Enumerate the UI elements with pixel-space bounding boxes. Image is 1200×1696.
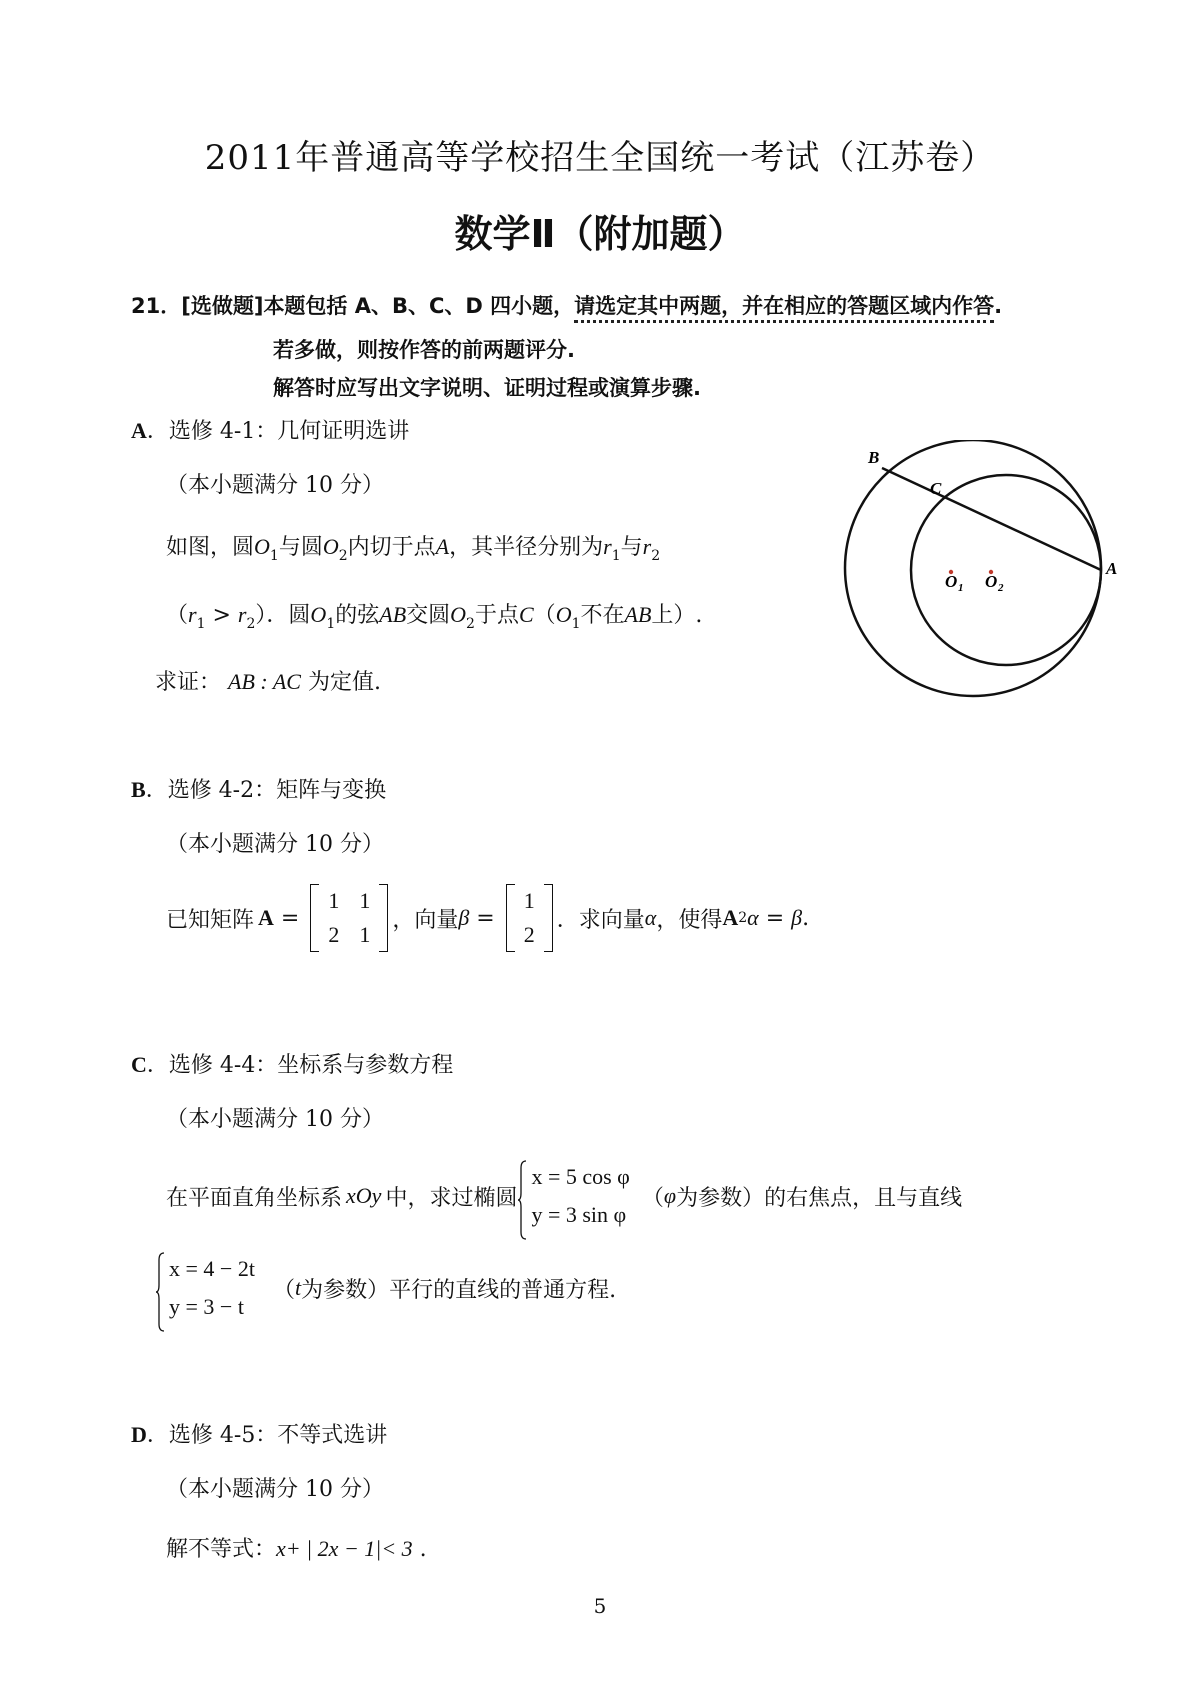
exponent: 2 bbox=[738, 910, 748, 926]
text: 为参数）的右焦点，且与直线 bbox=[676, 1185, 963, 1211]
var: O bbox=[555, 602, 572, 627]
line-system bbox=[155, 1250, 255, 1326]
problem-b-body bbox=[166, 884, 809, 952]
circle-o1 bbox=[845, 440, 1101, 696]
instructions-line-2: 若多做，则按作答的前两题评分. bbox=[273, 338, 575, 362]
ellipse-system bbox=[517, 1158, 629, 1234]
text: 交圆 bbox=[406, 603, 451, 628]
text: 不在 bbox=[580, 603, 625, 628]
problem-b-heading-text: ．选修 4-2：矩阵与变换 bbox=[145, 778, 387, 803]
problem-b-heading bbox=[131, 773, 386, 804]
text: . bbox=[412, 1537, 427, 1562]
text: 求证： bbox=[155, 670, 222, 695]
var: O bbox=[254, 534, 270, 559]
brace-icon bbox=[517, 1160, 527, 1240]
beta-symbol: β bbox=[791, 905, 803, 930]
equals: = bbox=[469, 905, 502, 931]
text: （ bbox=[166, 603, 189, 628]
var: AB bbox=[624, 602, 652, 627]
text: 为参数）平行的直线的普通方程. bbox=[301, 1277, 617, 1303]
alpha-symbol: α bbox=[747, 905, 759, 930]
equation: y = 3 − t bbox=[169, 1294, 244, 1319]
problem-d-heading-text: ．选修 4-5：不等式选讲 bbox=[146, 1423, 388, 1448]
var: r bbox=[642, 534, 652, 559]
var: 2 bbox=[651, 548, 661, 564]
var: r bbox=[188, 602, 197, 627]
label-a: A bbox=[1106, 559, 1118, 578]
var: > bbox=[205, 603, 238, 628]
page-subtitle: 数学Ⅱ（附加题） bbox=[454, 212, 746, 256]
instructions-text: 本题包括 A、B、C、D 四小题， bbox=[263, 294, 575, 318]
problem-c-score: （本小题满分 10 分） bbox=[166, 1107, 384, 1132]
problem-a-proof bbox=[155, 665, 381, 696]
var: O bbox=[322, 534, 339, 559]
instructions-line-1 bbox=[131, 290, 1002, 320]
var: 2 bbox=[466, 616, 475, 632]
var: O bbox=[310, 602, 327, 627]
text: 内切于点 bbox=[347, 535, 436, 560]
phi-symbol: φ bbox=[663, 1183, 677, 1208]
instructions-end: . bbox=[994, 294, 1003, 318]
label-o2: O bbox=[985, 572, 998, 591]
vector-cell: 2 bbox=[523, 922, 535, 947]
problem-a-score: （本小题满分 10 分） bbox=[166, 473, 384, 498]
vector-beta bbox=[506, 884, 553, 952]
text: （ bbox=[272, 1277, 295, 1303]
text: （ bbox=[641, 1185, 664, 1211]
problem-c-heading-text: ．选修 4-4：坐标系与参数方程 bbox=[146, 1053, 454, 1078]
text: 与圆 bbox=[278, 535, 323, 560]
text: （ bbox=[533, 603, 556, 628]
var: 1 bbox=[611, 548, 621, 564]
var: 2 bbox=[338, 548, 348, 564]
var: 2 bbox=[246, 616, 256, 632]
t-symbol: t bbox=[294, 1275, 302, 1300]
problem-a-heading-text: ．选修 4-1：几何证明选讲 bbox=[146, 419, 410, 444]
text: 与 bbox=[620, 535, 643, 560]
label-o1-sub: 1 bbox=[958, 582, 964, 594]
var: r bbox=[603, 534, 612, 559]
problem-b-letter: B bbox=[131, 777, 146, 802]
text: 解不等式： bbox=[166, 1537, 277, 1562]
circle-figure bbox=[820, 440, 1120, 710]
equation: y = 3 sin φ bbox=[531, 1202, 627, 1227]
var: 1 bbox=[269, 548, 279, 564]
question-number: 21． bbox=[131, 294, 182, 318]
inequality: x+ | 2x − 1|< 3 bbox=[276, 1536, 413, 1561]
var: C bbox=[518, 602, 534, 627]
problem-a-line-2 bbox=[166, 598, 702, 632]
equation: x = 5 cos φ bbox=[531, 1164, 630, 1189]
question-bracket: [选做题] bbox=[181, 294, 264, 318]
matrix-a-symbol: A bbox=[722, 905, 739, 930]
label-c: C bbox=[930, 479, 942, 498]
text: 中，求过椭圆 bbox=[385, 1185, 518, 1211]
problem-d-score: （本小题满分 10 分） bbox=[166, 1477, 384, 1502]
text: . bbox=[802, 905, 810, 931]
problem-d-body bbox=[166, 1532, 427, 1563]
beta-symbol: β bbox=[458, 905, 470, 930]
problem-a-heading bbox=[131, 414, 409, 445]
text: ，向量 bbox=[392, 907, 459, 933]
var: 1 bbox=[196, 616, 206, 632]
matrix-a bbox=[310, 884, 388, 952]
var: O bbox=[450, 602, 467, 627]
text: ，其半径分别为 bbox=[449, 535, 604, 560]
var: 1 bbox=[326, 616, 336, 632]
matrix-cell: 1 bbox=[359, 888, 371, 913]
equation: x = 4 − 2t bbox=[169, 1256, 255, 1281]
proof-expression: AB : AC bbox=[228, 669, 301, 694]
label-o2-sub: 2 bbox=[998, 582, 1004, 594]
text: 为定值. bbox=[307, 670, 381, 695]
circle-o2 bbox=[911, 475, 1101, 665]
xoy-symbol: xOy bbox=[346, 1183, 382, 1208]
matrix-cell: 1 bbox=[359, 922, 371, 947]
problem-c-letter: C bbox=[131, 1052, 147, 1077]
problem-c-line-2 bbox=[155, 1250, 616, 1326]
brace-icon bbox=[155, 1252, 165, 1332]
instructions-emphasis: 请选定其中两题，并在相应的答题区域内作答 bbox=[574, 294, 994, 323]
problem-a-letter: A bbox=[131, 418, 147, 443]
text: 已知矩阵 bbox=[166, 907, 255, 933]
equals: = bbox=[758, 905, 792, 931]
text: 如图，圆 bbox=[166, 535, 255, 560]
instructions-line-3: 解答时应写出文字说明、证明过程或演算步骤. bbox=[273, 376, 701, 400]
alpha-symbol: α bbox=[644, 905, 657, 930]
text: 于点 bbox=[474, 603, 519, 628]
problem-c-heading bbox=[131, 1048, 453, 1079]
vector-cell: 1 bbox=[523, 888, 535, 913]
equals: = bbox=[273, 905, 307, 931]
text: ）．圆 bbox=[255, 603, 311, 628]
problem-d-heading bbox=[131, 1418, 387, 1449]
problem-c-line-1 bbox=[166, 1158, 962, 1234]
text: 在平面直角坐标系 bbox=[166, 1185, 343, 1211]
var: AB bbox=[379, 602, 407, 627]
var: 1 bbox=[571, 616, 581, 632]
page-number: 5 bbox=[593, 1594, 607, 1618]
var: r bbox=[237, 602, 247, 627]
problem-b-score: （本小题满分 10 分） bbox=[166, 832, 384, 857]
var: A bbox=[435, 534, 450, 559]
label-b: B bbox=[868, 448, 880, 467]
matrix-a-symbol: A bbox=[258, 905, 274, 930]
problem-d-letter: D bbox=[131, 1422, 147, 1447]
text: ，使得 bbox=[656, 907, 723, 933]
matrix-cell: 1 bbox=[328, 888, 340, 913]
label-o1: O bbox=[945, 572, 958, 591]
text: 的弦 bbox=[335, 603, 380, 628]
text: 上）. bbox=[651, 603, 703, 628]
page-title: 2011年普通高等学校招生全国统一考试（江苏卷） bbox=[204, 138, 996, 178]
matrix-cell: 2 bbox=[328, 922, 340, 947]
problem-a-line-1 bbox=[166, 530, 660, 564]
text: ．求向量 bbox=[556, 907, 645, 933]
